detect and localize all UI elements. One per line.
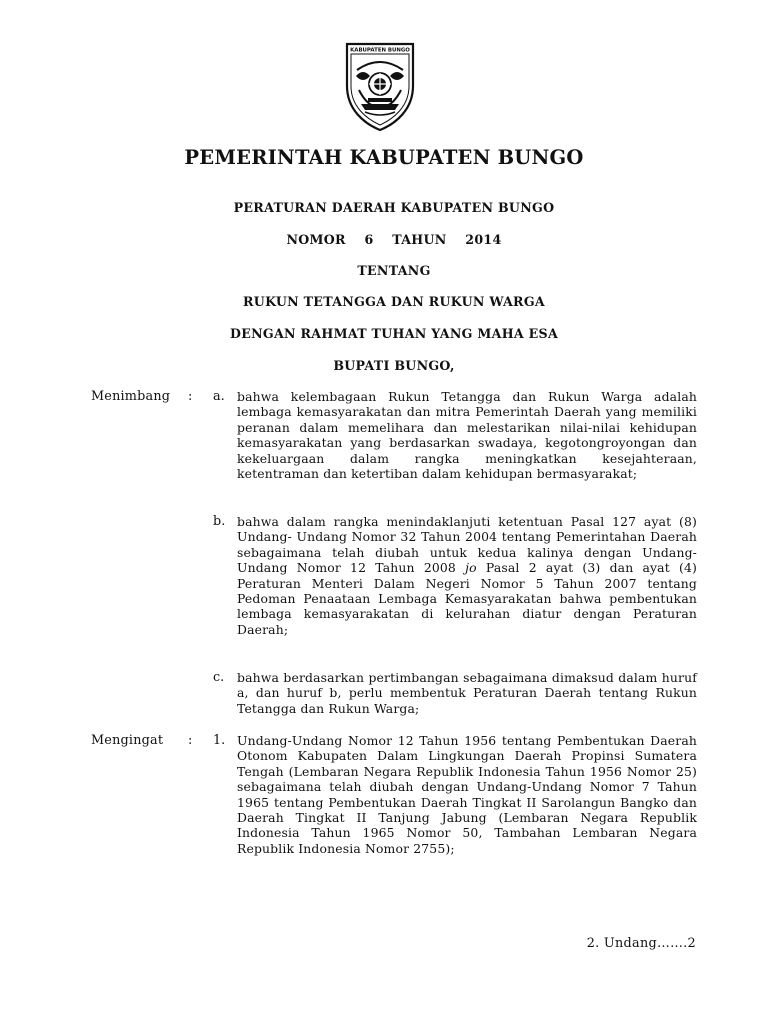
considering-colon: : xyxy=(188,389,193,404)
considering-marker-a: a. xyxy=(213,389,225,404)
number-label: NOMOR xyxy=(286,232,346,247)
recalling-colon: : xyxy=(188,733,193,748)
considering-item-b-text-before: bahwa dalam rangka menindaklanjuti ketentuan Pasal 127 ayat (8) Undang- Undang Nomor 32 Tahun 2004 tentang Pemerintahan Daerah sebagaimana telah diubah untuk kedua kalinya dengan Undang-Undang Nomor 12 Tahun 2008 xyxy=(237,514,697,576)
recalling-label: Mengingat xyxy=(91,733,164,748)
page-continuation: 2. Undang…….2 xyxy=(586,936,696,951)
government-title: PEMERINTAH KABUPATEN BUNGO xyxy=(184,146,584,169)
emblem-text: KABUPATEN BUNGO xyxy=(350,47,410,54)
regulation-subject: RUKUN TETANGGA DAN RUKUN WARGA xyxy=(243,294,545,309)
considering-label: Menimbang xyxy=(91,389,171,404)
about-heading: TENTANG xyxy=(357,263,431,278)
regulation-number xyxy=(0,232,768,247)
considering-item-a: bahwa kelembagaan Rukun Tetangga dan Rukun Warga adalah lembaga kemasyarakatan dan mitra Pemerintah Daerah yang memiliki peranan dalam memelihara dan melestarikan nilai-nilai kehidupan kemasyarakatan yang berdasarkan swadaya, kegotongroyongan dan kekeluargaan dalam rangka meningkatkan kesejahteraan, ketentraman dan ketertiban dalam kehidupan bermasyarakat; xyxy=(237,389,697,482)
considering-marker-b: b. xyxy=(213,514,226,529)
considering-item-b-italic: jo xyxy=(465,560,477,576)
recalling-item-1: Undang-Undang Nomor 12 Tahun 1956 tentang Pembentukan Daerah Otonom Kabupaten Dalam Lingkungan Daerah Propinsi Sumatera Tengah (Lembaran Negara Republik Indonesia Tahun 1956 Nomor 25) sebagaimana telah diubah dengan Undang-Undang Nomor 7 Tahun 1965 tentang Pembentukan Daerah Tingkat II Sarolangun Bangko dan Daerah Tingkat II Tanjung Jabung (Lembaran Negara Republik Indonesia Tahun 1965 Nomor 50, Tambahan Lembaran Negara Republik Indonesia Nomor 2755); xyxy=(237,733,697,856)
authority-line: BUPATI BUNGO, xyxy=(333,358,455,373)
considering-item-c: bahwa berdasarkan pertimbangan sebagaimana dimaksud dalam huruf a, dan huruf b, perlu membentuk Peraturan Daerah tentang Rukun Tetangga dan Rukun Warga; xyxy=(237,670,697,716)
blessing-line: DENGAN RAHMAT TUHAN YANG MAHA ESA xyxy=(229,326,559,341)
considering-marker-c: c. xyxy=(213,670,225,685)
coat-of-arms-graphic xyxy=(343,40,417,132)
number-value: 6 xyxy=(364,232,374,247)
regulation-title: PERATURAN DAERAH KABUPATEN BUNGO xyxy=(233,200,555,215)
considering-item-b xyxy=(237,514,697,637)
considering-item-b-text-after: Pasal 2 ayat (3) dan ayat (4) Peraturan Menteri Dalam Negeri Nomor 5 Tahun 2007 tentang Pedoman Penaataan Lembaga Kemasyarakatan bahwa pembentukan lembaga kemasyarakatan di kelurahan diatur dengan Peraturan Daerah; xyxy=(237,560,698,637)
recalling-marker-1: 1. xyxy=(213,733,226,748)
year-label: TAHUN 2014 xyxy=(392,232,502,247)
coat-of-arms-icon xyxy=(343,40,417,132)
